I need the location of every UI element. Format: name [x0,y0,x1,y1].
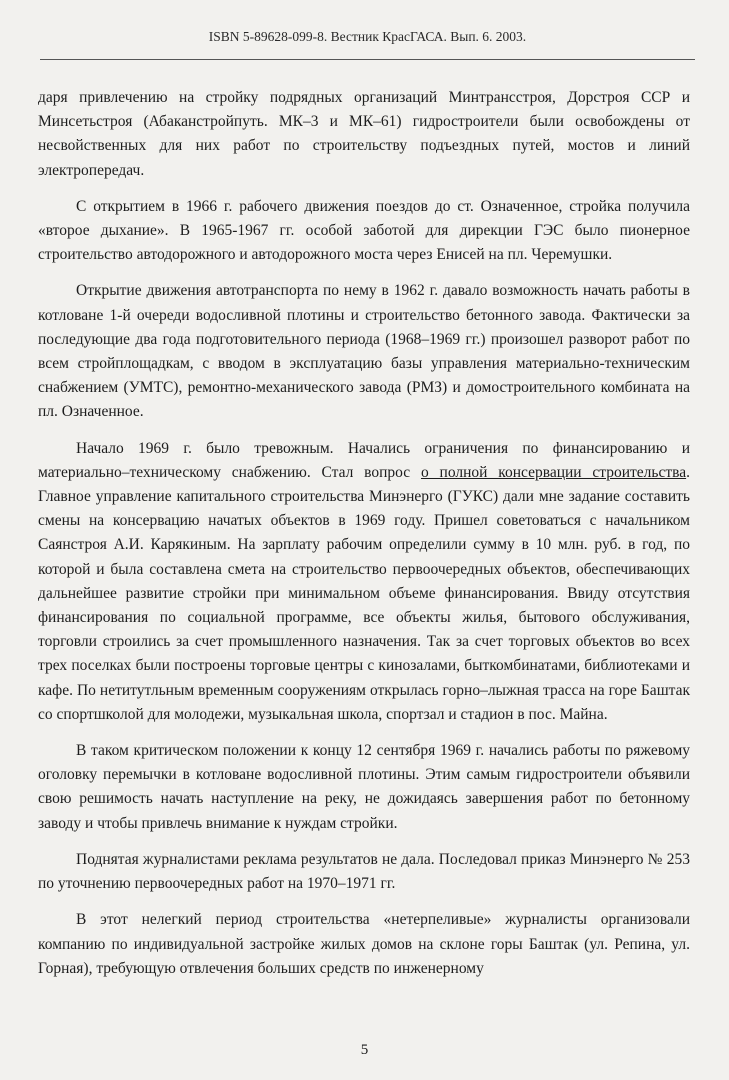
paragraph-3-text: Открытие движения автотранспорта по нему в 1962 г. давало возможность начать работы в котловане 1-й очереди водосливной плотины и строительство бетонного завода. Фактически за последующие два года подготовительного периода (1968–1969 гг.) произошел разворот работ по всем стройплощадкам, с вводом в эксплуатацию базы управления материально-техническим снабжением (УМТС), ремонтно-механического завода (РМЗ) и домостроительного комбината на пл. Означенное. [38,282,690,421]
paragraph-6 [38,848,690,896]
body-text [38,86,690,993]
running-header: ISBN 5-89628-099-8. Вестник КрасГАСА. Вып. 6. 2003. [208,29,527,44]
paragraph-7 [38,908,690,981]
paragraph-2 [38,195,690,268]
paragraph-5-text: В таком критическом положении к концу 12 сентября 1969 г. начались работы по ряжевому оголовку перемычки в котловане водосливной плотины. Этим самым гидростроители объявили свою решимость начать наступление на реку, не дожидаясь завершения работ по бетонному заводу и чтобы привлечь внимание к нуждам стройки. [38,742,690,832]
paragraph-3 [38,279,690,424]
paragraph-1 [38,86,690,183]
paragraph-2-text: С открытием в 1966 г. рабочего движения поездов до ст. Означенное, стройка получила «второе дыхание». В 1965-1967 гг. особой заботой для дирекции ГЭС было пионерное строительство автодорожного и автодорожного моста через Енисей на пл. Черемушки. [38,197,690,264]
page-number: 5 [360,1042,369,1058]
paragraph-4-text-a: Начало 1969 г. было тревожным. Начались ограничения по финансированию и материально–техническому снабжению. Стал вопрос [38,439,690,481]
paragraph-7-text: В этот нелегкий период строительства «нетерпеливые» журналисты организовали компанию по индивидуальной застройке жилых домов на склоне горы Баштак (ул. Репина, ул. Горная), требующую отвлечения больших средств по инженерному [38,911,690,977]
header-rule [40,59,695,60]
paragraph-4 [38,437,690,727]
paragraph-6-text: Поднятая журналистами реклама результатов не дала. Последовал приказ Минэнерго № 253 по уточнению первоочередных работ на 1970–1971 гг. [38,850,690,893]
paragraph-5 [38,739,690,836]
underlined-phrase: о полной консервации строительства [420,463,687,481]
paragraph-4-text-b: . Главное управление капитального строительства Минэнерго (ГУКС) дали мне задание составить смены на консервацию начатых объектов в 1969 году. Пришел советоваться с начальником Саянстроя А.И. Карякиным. На зарплату рабочим определили сумму в 10 млн. руб. в год, по которой и была составлена смета на строительство первоочередных объектов, обеспечивающих дальнейшее развитие стройки при минимальном объеме финансирования. Ввиду отсутствия финансирования по социальной программе, все объекты жилья, бытового обслуживания, торговли строились за счет промышленного назначения. Так за счет торговых объектов во всех трех поселках были построены торговые центры с кинозалами, быткомбинатами, библиотеками и кафе. По нетитутльным временным сооружениям открылась горно–лыжная трасса на горе Баштак со спортшколой для молодежи, музыкальная школа, спортзал и стадион в пос. Майна. [38,463,690,723]
paragraph-1-text: даря привлечению на стройку подрядных организаций Минтрансстроя, Дорстроя ССР и Минсетьстроя (Абаканстройпуть. МК–3 и МК–61) гидростроители были освобождены от несвойственных для них работ по строительству подъездных путей, мостов и линий электропередач. [38,89,690,179]
